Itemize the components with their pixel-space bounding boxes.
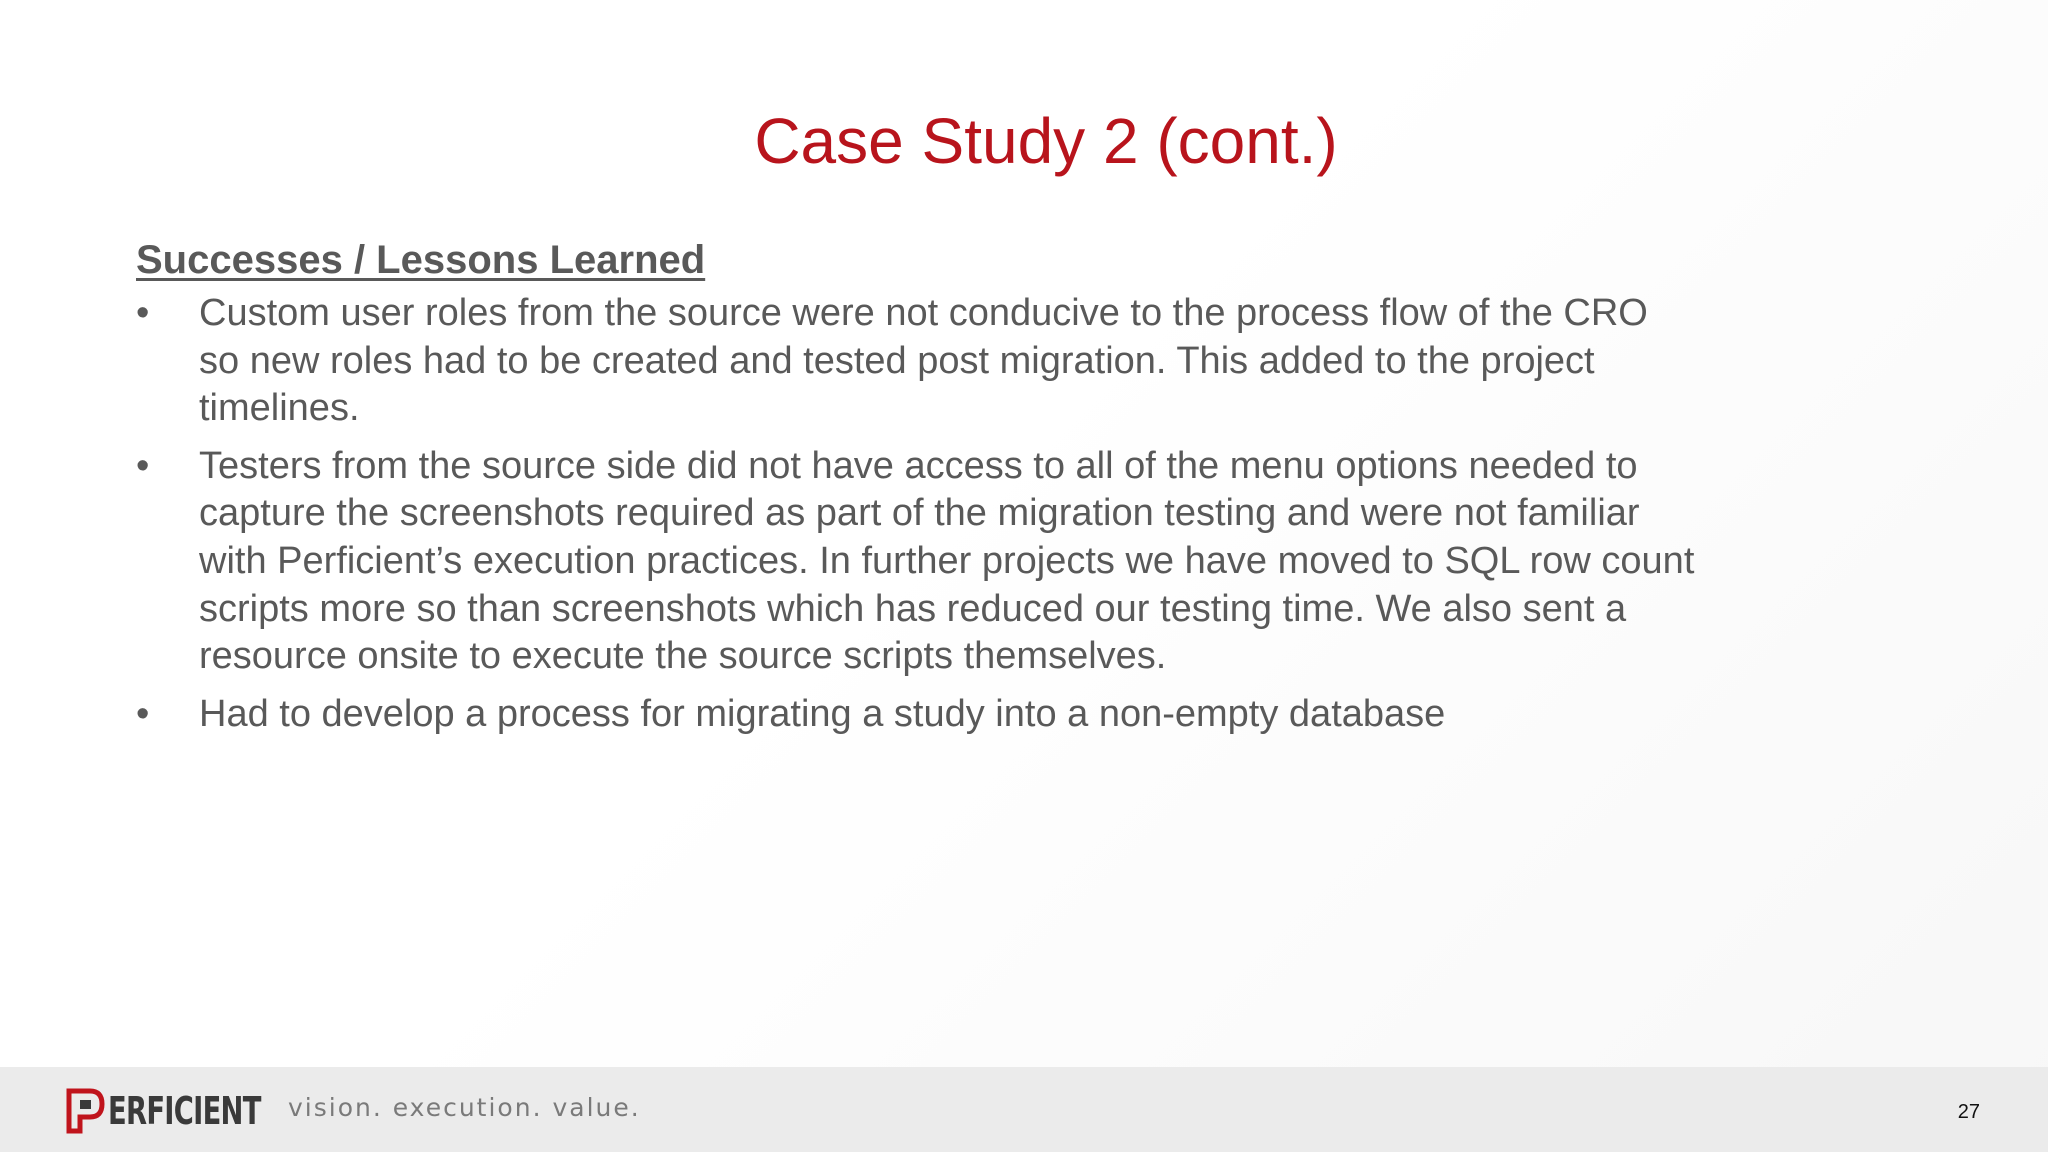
- tagline: vision. execution. value.: [288, 1093, 641, 1122]
- bullet-text: Custom user roles from the source were not conducive to the process flow of the CRO so new roles had to be created and tested post migration. This added to the project timelines.: [199, 292, 1648, 430]
- bullet-item: [136, 290, 1696, 433]
- slide-content: [136, 236, 1696, 748]
- bullet-text: Testers from the source side did not have access to all of the menu options needed to capture the screenshots required as part of the migration testing and were not familiar with Perficient’s execution practices. In further projects we have moved to SQL row count scripts more so than screenshots which has reduced our testing time. We also sent a resource onsite to execute the source scripts themselves.: [199, 444, 1695, 678]
- page-number: 27: [1957, 1101, 1980, 1123]
- footer-bar: [0, 1067, 2048, 1152]
- perficient-logo: [66, 1087, 320, 1135]
- bullet-icon: •: [136, 692, 150, 735]
- bullet-icon: •: [136, 444, 150, 487]
- bullet-item: [136, 691, 1696, 739]
- slide-title: Case Study 2 (cont.): [754, 105, 1338, 177]
- logo-wordmark: ERFICIENT: [108, 1089, 261, 1133]
- bullet-list: [136, 290, 1696, 738]
- section-heading: Successes / Lessons Learned: [136, 238, 706, 282]
- bullet-text: Had to develop a process for migrating a study into a non-empty database: [199, 692, 1446, 735]
- perficient-logo-icon: [66, 1088, 106, 1134]
- bullet-icon: •: [136, 292, 150, 334]
- bullet-item: [136, 443, 1696, 681]
